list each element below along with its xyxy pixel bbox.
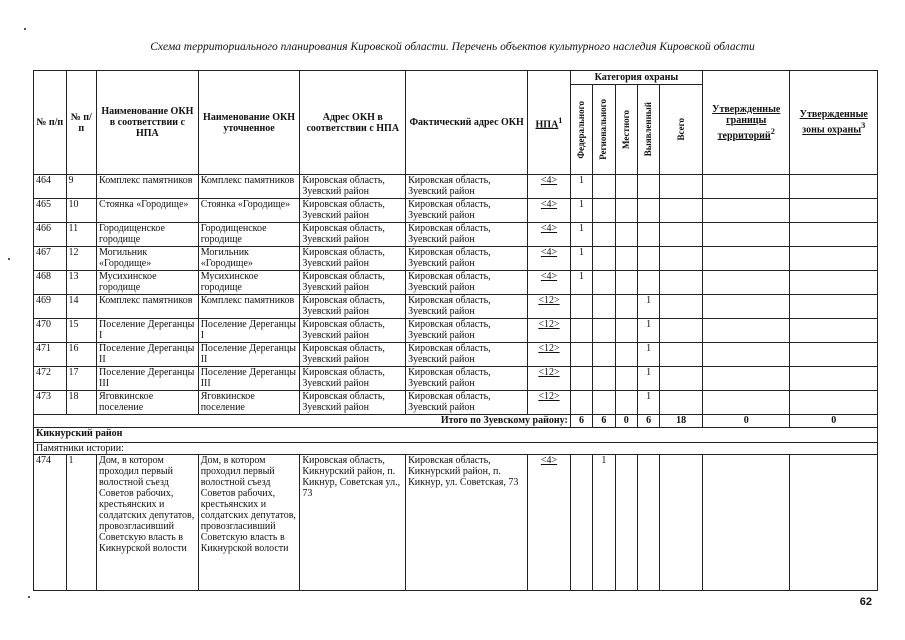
cell-zones (790, 319, 878, 343)
header-address-actual: Фактический адрес ОКН (406, 71, 528, 175)
cell-local (615, 271, 637, 295)
cell-borders (703, 391, 790, 415)
cell-local-number: 1 (66, 455, 97, 591)
cell-address: Кировская область, Зуевский район (300, 247, 406, 271)
cell-local-number: 10 (66, 199, 97, 223)
cell-address: Кировская область, Кикнурский район, п. Кикнур, Советская ул., 73 (300, 455, 406, 591)
cell-npa: <12> (528, 295, 571, 319)
cell-borders (703, 199, 790, 223)
cell-local-number: 12 (66, 247, 97, 271)
total-identified: 6 (637, 415, 659, 428)
table-row (34, 343, 878, 367)
total-all: 18 (660, 415, 703, 428)
header-cat-total: Всего (660, 85, 703, 175)
table-row (34, 175, 878, 199)
cell-name: Мусихинское городище (97, 271, 199, 295)
cell-address: Кировская область, Зуевский район (300, 223, 406, 247)
cell-zones (790, 367, 878, 391)
table-row (34, 247, 878, 271)
header-address-npa: Адрес ОКН в соответствии с НПА (300, 71, 406, 175)
cell-local (615, 391, 637, 415)
table-row (34, 223, 878, 247)
header-cat-local: Местного (615, 85, 637, 175)
page-number: 62 (859, 596, 872, 608)
cell-number: 466 (34, 223, 67, 247)
cell-regional (593, 223, 615, 247)
cell-identified: 1 (637, 295, 659, 319)
cell-number: 467 (34, 247, 67, 271)
cell-npa: <4> (528, 455, 571, 591)
cell-name-refined: Мусихинское городище (198, 271, 300, 295)
cell-number: 473 (34, 391, 67, 415)
scan-speck (24, 28, 26, 30)
cell-npa: <4> (528, 247, 571, 271)
cell-local (615, 175, 637, 199)
scan-speck (28, 596, 30, 598)
cell-local-number: 17 (66, 367, 97, 391)
cell-name-refined: Комплекс памятников (198, 295, 300, 319)
cell-npa: <12> (528, 367, 571, 391)
cell-name: Поселение Дереганцы I (97, 319, 199, 343)
cell-number: 472 (34, 367, 67, 391)
table-row (34, 367, 878, 391)
scan-speck (8, 258, 10, 260)
cell-name-refined: Поселение Дереганцы I (198, 319, 300, 343)
cell-npa: <12> (528, 319, 571, 343)
cell-federal: 1 (570, 271, 592, 295)
cell-total (660, 175, 703, 199)
cell-local (615, 455, 637, 591)
cell-local (615, 367, 637, 391)
cell-regional (593, 295, 615, 319)
header-local-number: № п/п (66, 71, 97, 175)
cell-zones (790, 343, 878, 367)
cell-number: 468 (34, 271, 67, 295)
cell-address-actual: Кировская область, Зуевский район (406, 391, 528, 415)
cell-regional (593, 343, 615, 367)
cell-borders (703, 175, 790, 199)
cell-borders (703, 295, 790, 319)
header-category-group: Категория охраны (570, 71, 702, 85)
cell-address: Кировская область, Зуевский район (300, 295, 406, 319)
cell-federal (570, 343, 592, 367)
cell-local-number: 9 (66, 175, 97, 199)
cell-local-number: 14 (66, 295, 97, 319)
cell-address-actual: Кировская область, Зуевский район (406, 247, 528, 271)
cell-name-refined: Стоянка «Городище» (198, 199, 300, 223)
cell-name-refined: Яговкинское поселение (198, 391, 300, 415)
cell-local (615, 295, 637, 319)
cell-name-refined: Комплекс памятников (198, 175, 300, 199)
cell-number: 474 (34, 455, 67, 591)
cell-local-number: 16 (66, 343, 97, 367)
cell-federal (570, 367, 592, 391)
cell-total (660, 199, 703, 223)
cell-name-refined: Могильник «Городище» (198, 247, 300, 271)
cell-local (615, 223, 637, 247)
table-row (34, 391, 878, 415)
cell-identified (637, 175, 659, 199)
total-row (34, 415, 878, 428)
table-row (34, 271, 878, 295)
total-zones: 0 (790, 415, 878, 428)
total-local: 0 (615, 415, 637, 428)
cell-regional (593, 319, 615, 343)
cell-zones (790, 247, 878, 271)
cell-total (660, 271, 703, 295)
cell-name: Стоянка «Городище» (97, 199, 199, 223)
cell-npa: <4> (528, 175, 571, 199)
table-row (34, 295, 878, 319)
table-row (34, 199, 878, 223)
cell-name: Яговкинское поселение (97, 391, 199, 415)
subsection-row (34, 443, 878, 455)
cell-federal (570, 295, 592, 319)
cell-federal (570, 455, 592, 591)
cell-number: 464 (34, 175, 67, 199)
cell-address: Кировская область, Зуевский район (300, 175, 406, 199)
cell-zones (790, 223, 878, 247)
total-borders: 0 (703, 415, 790, 428)
cell-address-actual: Кировская область, Зуевский район (406, 199, 528, 223)
cell-address: Кировская область, Зуевский район (300, 367, 406, 391)
cell-npa: <4> (528, 271, 571, 295)
cell-identified (637, 199, 659, 223)
cell-local-number: 13 (66, 271, 97, 295)
cell-name-refined: Поселение Дереганцы II (198, 343, 300, 367)
cell-federal: 1 (570, 223, 592, 247)
cell-name-refined: Дом, в котором проходил первый волостной съезд Советов рабочих, крестьянских и солдатских депутатов, провозгласивший Советскую власть в Кикнурской волости (198, 455, 300, 591)
cell-local (615, 319, 637, 343)
cell-federal (570, 319, 592, 343)
cell-zones (790, 295, 878, 319)
cell-total (660, 455, 703, 591)
cell-local (615, 247, 637, 271)
cell-local-number: 18 (66, 391, 97, 415)
cell-identified: 1 (637, 319, 659, 343)
cell-federal: 1 (570, 247, 592, 271)
cell-total (660, 343, 703, 367)
cell-total (660, 319, 703, 343)
cell-name: Поселение Дереганцы III (97, 367, 199, 391)
cell-borders (703, 455, 790, 591)
cell-zones (790, 455, 878, 591)
heritage-table (33, 70, 878, 591)
cell-identified (637, 455, 659, 591)
cell-identified: 1 (637, 391, 659, 415)
cell-address: Кировская область, Зуевский район (300, 271, 406, 295)
cell-address-actual: Кировская область, Зуевский район (406, 223, 528, 247)
header-cat-regional: Регионального (593, 85, 615, 175)
cell-local-number: 15 (66, 319, 97, 343)
cell-name: Могильник «Городище» (97, 247, 199, 271)
cell-address-actual: Кировская область, Зуевский район (406, 367, 528, 391)
cell-number: 470 (34, 319, 67, 343)
cell-regional (593, 367, 615, 391)
cell-npa: <12> (528, 391, 571, 415)
cell-zones (790, 199, 878, 223)
header-name-npa: Наименование ОКН в соответствии с НПА (97, 71, 199, 175)
cell-identified (637, 247, 659, 271)
cell-name-refined: Городищенское городище (198, 223, 300, 247)
cell-borders (703, 247, 790, 271)
cell-total (660, 295, 703, 319)
cell-address: Кировская область, Зуевский район (300, 319, 406, 343)
cell-number: 471 (34, 343, 67, 367)
cell-zones (790, 391, 878, 415)
header-npa: НПА$^1$ (528, 71, 571, 175)
cell-borders (703, 223, 790, 247)
cell-total (660, 391, 703, 415)
page-title: Схема территориального планирования Кировской области. Перечень объектов культурного наследия Кировской области (150, 41, 755, 53)
total-federal: 6 (570, 415, 592, 428)
cell-name: Комплекс памятников (97, 295, 199, 319)
cell-address-actual: Кировская область, Зуевский район (406, 271, 528, 295)
cell-number: 465 (34, 199, 67, 223)
header-borders: Утвержденные границы территорий$^2$ (703, 71, 790, 175)
cell-address: Кировская область, Зуевский район (300, 343, 406, 367)
district-row (34, 428, 878, 443)
cell-name-refined: Поселение Дереганцы III (198, 367, 300, 391)
cell-federal (570, 391, 592, 415)
cell-npa: <4> (528, 199, 571, 223)
cell-identified: 1 (637, 367, 659, 391)
total-label: Итого по Зуевскому району: (34, 415, 571, 428)
cell-name: Комплекс памятников (97, 175, 199, 199)
cell-federal: 1 (570, 199, 592, 223)
cell-npa: <4> (528, 223, 571, 247)
header-cat-federal: Федерального (570, 85, 592, 175)
cell-identified (637, 271, 659, 295)
cell-regional (593, 199, 615, 223)
cell-zones (790, 175, 878, 199)
header-number: № п/п (34, 71, 67, 175)
cell-identified (637, 223, 659, 247)
table-row (34, 319, 878, 343)
cell-regional: 1 (593, 455, 615, 591)
total-regional: 6 (593, 415, 615, 428)
cell-address: Кировская область, Зуевский район (300, 391, 406, 415)
cell-local (615, 199, 637, 223)
cell-number: 469 (34, 295, 67, 319)
subsection-title: Памятники истории: (34, 443, 878, 455)
cell-borders (703, 343, 790, 367)
cell-regional (593, 175, 615, 199)
cell-npa: <12> (528, 343, 571, 367)
cell-borders (703, 271, 790, 295)
cell-borders (703, 319, 790, 343)
cell-regional (593, 271, 615, 295)
cell-total (660, 247, 703, 271)
cell-address-actual: Кировская область, Зуевский район (406, 175, 528, 199)
district-title: Кикнурский район (34, 428, 878, 443)
cell-address-actual: Кировская область, Зуевский район (406, 295, 528, 319)
cell-total (660, 367, 703, 391)
cell-address-actual: Кировская область, Зуевский район (406, 319, 528, 343)
header-name-refined: Наименование ОКН уточненное (198, 71, 300, 175)
cell-identified: 1 (637, 343, 659, 367)
cell-total (660, 223, 703, 247)
cell-address-actual: Кировская область, Зуевский район (406, 343, 528, 367)
cell-name: Дом, в котором проходил первый волостной съезд Советов рабочих, крестьянских и солдатских депутатов, провозгласивший Советскую власть в Кикнурской волости (97, 455, 199, 591)
cell-address-actual: Кировская область, Кикнурский район, п. Кикнур, ул. Советская, 73 (406, 455, 528, 591)
cell-address: Кировская область, Зуевский район (300, 199, 406, 223)
header-cat-identified: Выявленный (637, 85, 659, 175)
header-zones: Утвержденные зоны охраны$^3$ (790, 71, 878, 175)
table-row (34, 455, 878, 591)
cell-local-number: 11 (66, 223, 97, 247)
cell-zones (790, 271, 878, 295)
cell-local (615, 343, 637, 367)
cell-name: Городищенское городище (97, 223, 199, 247)
cell-regional (593, 391, 615, 415)
cell-borders (703, 367, 790, 391)
cell-federal: 1 (570, 175, 592, 199)
cell-regional (593, 247, 615, 271)
cell-name: Поселение Дереганцы II (97, 343, 199, 367)
